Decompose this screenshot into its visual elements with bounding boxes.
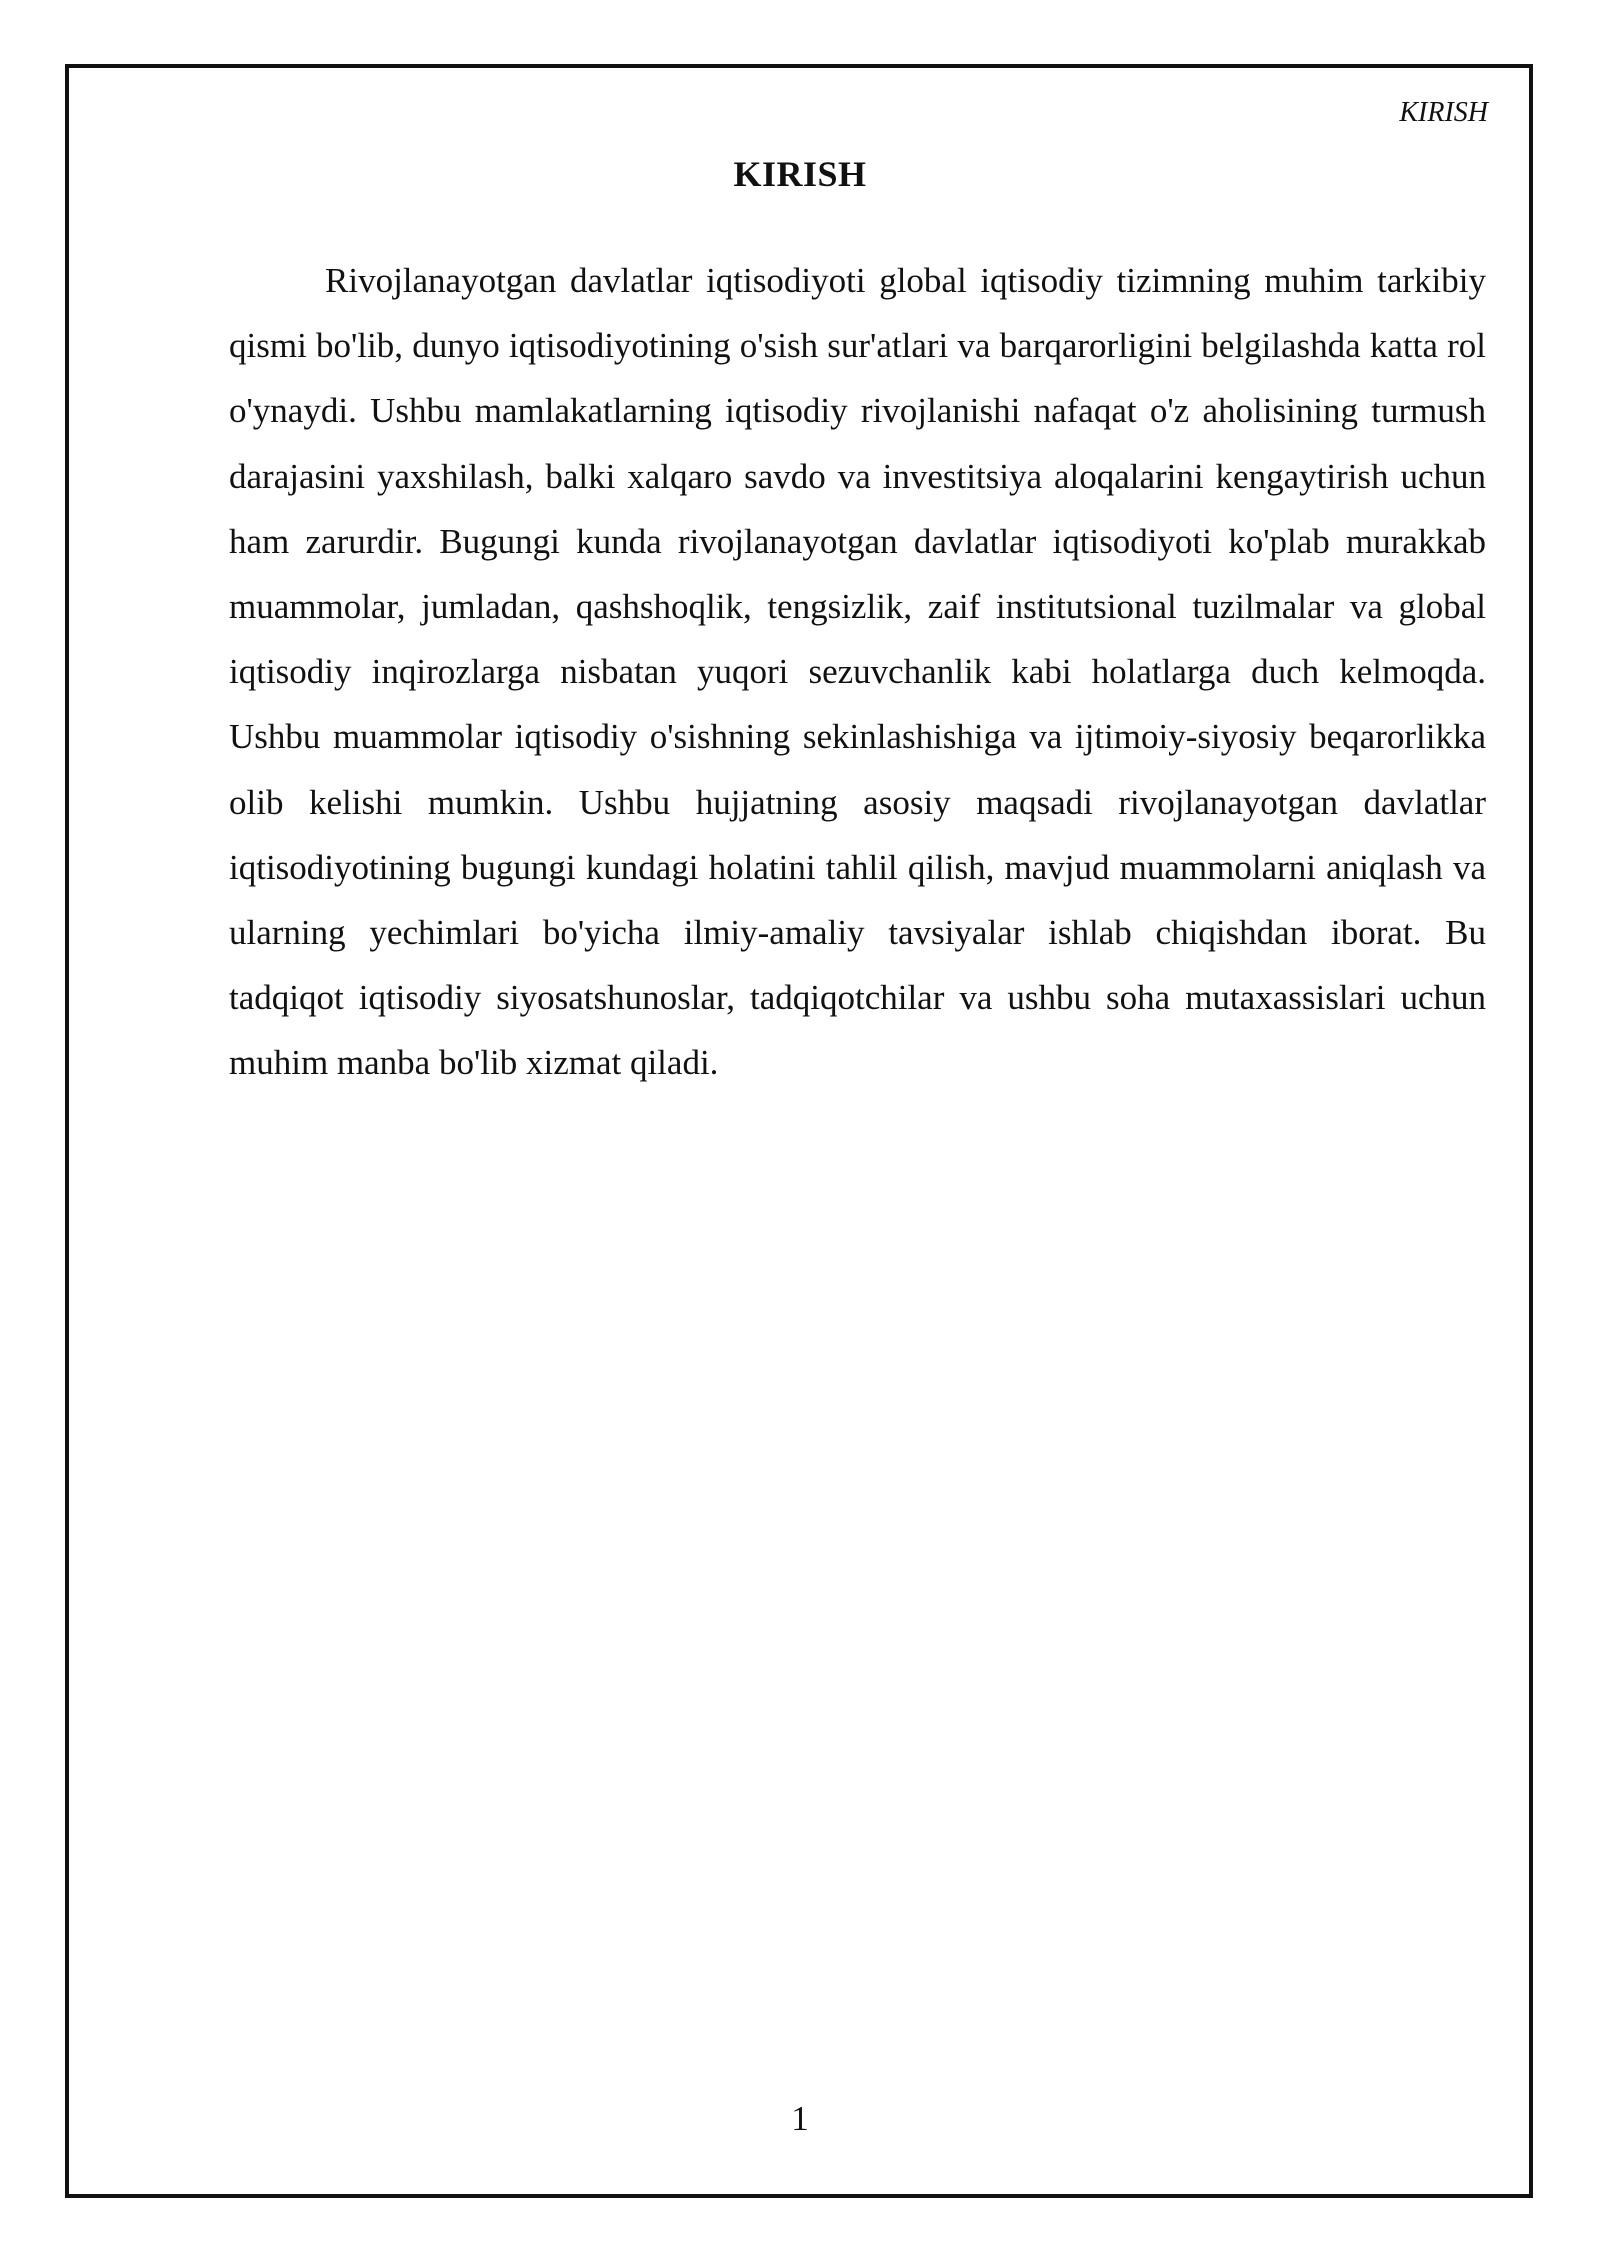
page-title: KIRISH xyxy=(733,154,867,194)
page-number: 1 xyxy=(791,2099,809,2138)
body-paragraph: Rivojlanayotgan davlatlar iqtisodiyoti global iqtisodiy tizimning muhim tarkibiy qismi bo'lib, dunyo iqtisodiyotining o'sish sur'atlari va barqarorligini belgilashda katta rol o'ynaydi. Ushbu mamlakatlarning iqtisodiy rivojlanishi nafaqat o'z aholisining turmush darajasini yaxshilash, balki xalqaro savdo va investitsiya aloqalarini kengaytirish uchun ham zarurdir. Bugungi kunda rivojlanayotgan davlatlar iqtisodiyoti ko'plab murakkab muammolar, jumladan, qashshoqlik, tengsizlik, zaif institutsional tuzilmalar va global iqtisodiy inqirozlarga nisbatan yuqori sezuvchanlik kabi holatlarga duch kelmoqda. Ushbu muammolar iqtisodiy o'sishning sekinlashishiga va ijtimoiy-siyosiy beqarorlikka olib kelishi mumkin. Ushbu hujjatning asosiy maqsadi rivojlanayotgan davlatlar iqtisodiyotining bugungi kundagi holatini tahlil qilish, mavjud muammolarni aniqlash va ularning yechimlari bo'yicha ilmiy-amaliy tavsiyalar ishlab chiqishdan iborat. Bu tadqiqot iqtisodiy siyosatshunoslar, tadqiqotchilar va ushbu soha mutaxassislari uchun muhim manba bo'lib xizmat qiladi. xyxy=(229,261,1486,1083)
running-header: KIRISH xyxy=(1399,97,1488,128)
